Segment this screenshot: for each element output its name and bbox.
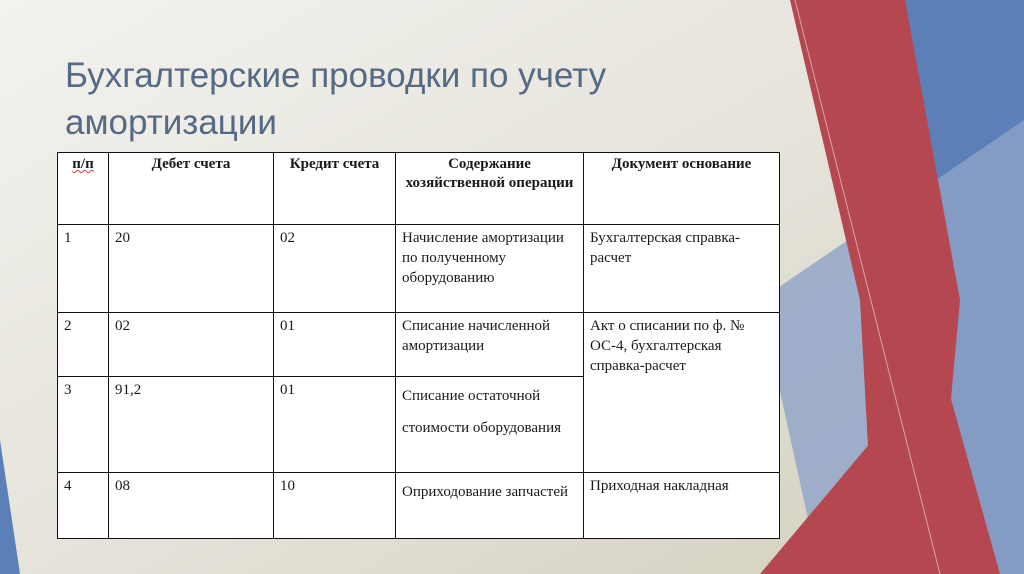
cell-number: 2 [58, 313, 109, 377]
header-operation: Содержание хозяйственной операции [396, 153, 584, 225]
header-number: п/п [58, 153, 109, 225]
cell-operation: Списание начисленной амортизации [396, 313, 584, 377]
cell-number: 1 [58, 225, 109, 313]
cell-debit: 20 [109, 225, 274, 313]
header-credit: Кредит счета [274, 153, 396, 225]
cell-credit: 10 [274, 473, 396, 539]
table-row [58, 225, 780, 313]
table-header-row [58, 153, 780, 225]
slide-title: Бухгалтерские проводки по учету амортизации [65, 56, 607, 142]
cell-credit: 02 [274, 225, 396, 313]
cell-debit: 08 [109, 473, 274, 539]
cell-document: Бухгалтерская справка-расчет [584, 225, 780, 313]
accounting-entries-table [57, 152, 780, 539]
cell-debit: 02 [109, 313, 274, 377]
cell-credit: 01 [274, 313, 396, 377]
table-row [58, 473, 780, 539]
cell-document: Акт о списании по ф. № ОС-4, бухгалтерская справка-расчет [584, 313, 780, 473]
table-row [58, 313, 780, 377]
cell-debit: 91,2 [109, 377, 274, 473]
cell-credit: 01 [274, 377, 396, 473]
cell-operation: Списание остаточной стоимости оборудования [396, 377, 584, 473]
cell-operation: Начисление амортизации по полученному оборудованию [396, 225, 584, 313]
cell-number: 3 [58, 377, 109, 473]
cell-document: Приходная накладная [584, 473, 780, 539]
cell-operation: Оприходование запчастей [396, 473, 584, 539]
header-debit: Дебет счета [109, 153, 274, 225]
header-document: Документ основание [584, 153, 780, 225]
cell-number: 4 [58, 473, 109, 539]
